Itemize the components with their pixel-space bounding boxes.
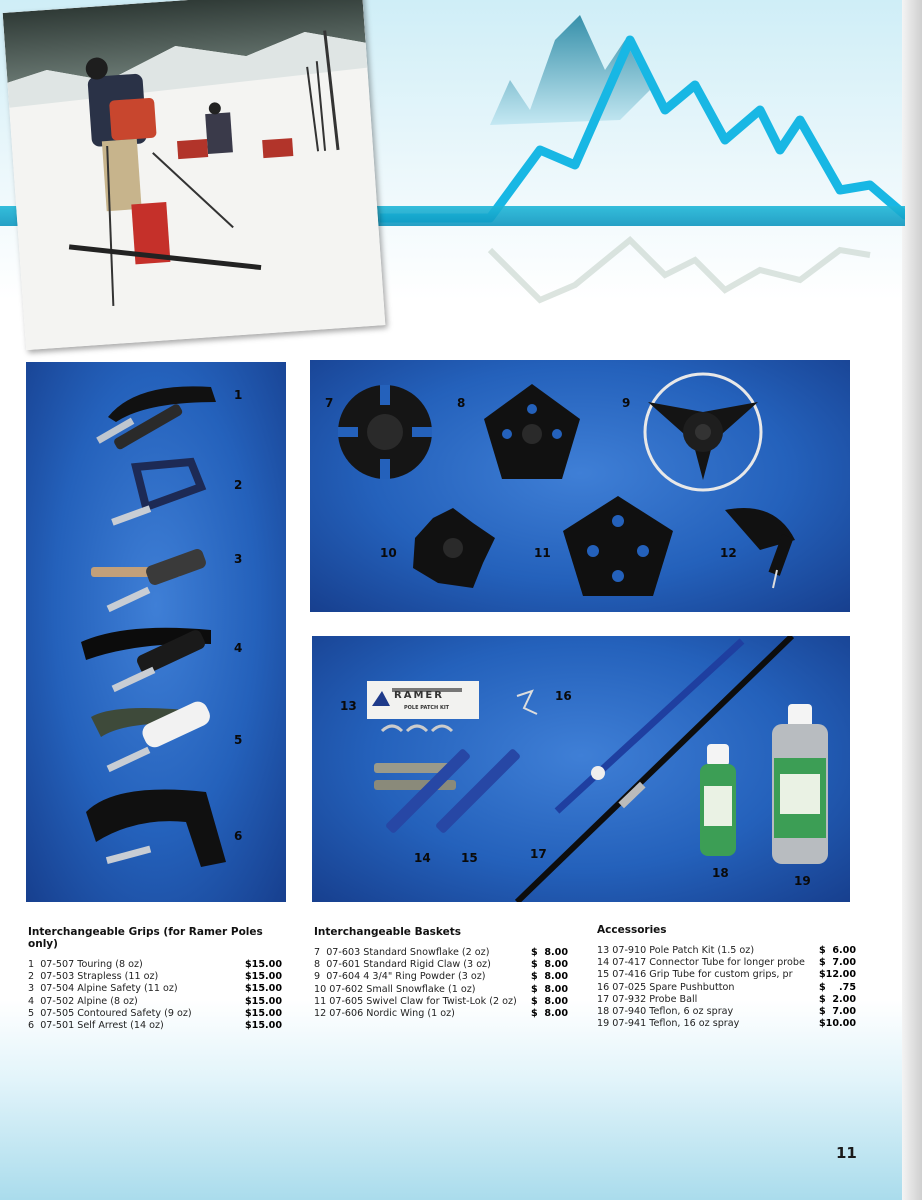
grip-alpine-image <box>81 628 211 692</box>
item-price: $15.00 <box>244 1019 282 1031</box>
item-number: 3 <box>234 552 243 566</box>
item-price: $15.00 <box>244 1007 282 1019</box>
item-number: 15 <box>461 851 478 865</box>
accessories-row <box>597 957 856 969</box>
skier-photo <box>3 0 386 350</box>
baskets-row <box>314 947 568 959</box>
item-description: 14 07-417 Connector Tube for longer probe <box>597 957 805 969</box>
item-number: 9 <box>622 396 631 410</box>
spare-pushbutton-image <box>517 691 537 714</box>
item-description: 18 07-940 Teflon, 6 oz spray <box>597 1005 734 1017</box>
item-description: 13 07-910 Pole Patch Kit (1.5 oz) <box>597 945 755 956</box>
item-description: 17 07-932 Probe Ball <box>597 993 698 1005</box>
accessories-price-list <box>597 924 856 1030</box>
basket-small-snowflake-image <box>413 508 495 588</box>
accessories-title: Accessories <box>597 924 667 936</box>
item-price: $15.00 <box>244 983 282 995</box>
accessories-row <box>597 1006 856 1018</box>
baskets-row <box>314 996 568 1008</box>
grips-illustration <box>26 362 286 902</box>
item-description: 16 07-025 Spare Pushbutton <box>597 981 735 993</box>
teflon-16oz-spray-image <box>772 704 828 864</box>
basket-standard-snowflake-image <box>338 385 432 479</box>
grips-row <box>28 1020 282 1032</box>
item-price: $12.00 <box>818 969 856 981</box>
item-number: 19 <box>794 874 811 888</box>
grips-row <box>28 996 282 1008</box>
item-number: 10 <box>380 546 397 560</box>
item-description: 15 07-416 Grip Tube for custom grips, pr <box>597 969 793 981</box>
baskets-price-list <box>314 926 568 1020</box>
item-description: 11 07-605 Swivel Claw for Twist-Lok (2 oz) <box>314 995 517 1007</box>
item-description: 10 07-602 Small Snowflake (1 oz) <box>314 983 476 995</box>
item-number: 6 <box>234 829 243 843</box>
item-number: 13 <box>340 699 357 713</box>
kit-label: POLE PATCH KIT <box>404 705 450 711</box>
item-price: $ 8.00 <box>530 983 568 995</box>
item-price: $ 7.00 <box>818 957 856 969</box>
item-number: 11 <box>534 546 551 560</box>
item-description: 7 07-603 Standard Snowflake (2 oz) <box>314 947 490 958</box>
accessories-row <box>597 982 856 994</box>
page-spine <box>902 0 922 1200</box>
baskets-row <box>314 1008 568 1020</box>
item-description: 19 07-941 Teflon, 16 oz spray <box>597 1018 740 1030</box>
accessories-panel <box>312 636 850 902</box>
item-number: 1 <box>234 388 243 402</box>
baskets-row <box>314 959 568 971</box>
item-number: 4 <box>234 641 243 655</box>
item-description: 4 07-502 Alpine (8 oz) <box>28 995 138 1007</box>
item-description: 3 07-504 Alpine Safety (11 oz) <box>28 983 178 995</box>
item-description: 5 07-505 Contoured Safety (9 oz) <box>28 1007 192 1019</box>
accessories-row <box>597 1018 856 1030</box>
item-price: $15.00 <box>244 971 282 983</box>
grips-row <box>28 983 282 995</box>
baskets-row <box>314 984 568 996</box>
item-price: $ .75 <box>818 981 856 993</box>
item-price: $ 8.00 <box>530 995 568 1007</box>
item-number: 12 <box>720 546 737 560</box>
page-number: 11 <box>836 1144 857 1162</box>
item-price: $10.00 <box>818 1018 856 1030</box>
item-price: $15.00 <box>244 995 282 1007</box>
accessories-illustration <box>312 636 850 902</box>
grip-alpine-safety-image <box>91 547 208 612</box>
item-number: 8 <box>457 396 466 410</box>
accessories-row <box>597 969 856 981</box>
item-number: 2 <box>234 478 243 492</box>
accessories-row <box>597 994 856 1006</box>
item-price: $ 7.00 <box>818 1005 856 1017</box>
connector-tube-image <box>385 748 471 834</box>
grips-panel <box>26 362 286 902</box>
item-description: 2 07-503 Strapless (11 oz) <box>28 971 159 983</box>
grips-row <box>28 1008 282 1020</box>
grips-row <box>28 959 282 971</box>
grip-self-arrest-image <box>86 790 226 868</box>
item-price: $ 8.00 <box>530 947 568 958</box>
item-price: $ 8.00 <box>530 971 568 983</box>
grip-strapless-image <box>111 462 201 526</box>
item-price: $ 8.00 <box>530 1007 568 1019</box>
item-description: 12 07-606 Nordic Wing (1 oz) <box>314 1007 455 1019</box>
grip-contoured-safety-image <box>91 698 213 772</box>
teflon-6oz-spray-image <box>700 744 736 856</box>
basket-rigid-claw-image <box>484 384 580 479</box>
grip-tube-image <box>435 748 521 834</box>
item-number: 5 <box>234 733 243 747</box>
probe-ball-image <box>591 766 605 780</box>
item-description: 6 07-501 Self Arrest (14 oz) <box>28 1019 164 1031</box>
item-number: 16 <box>555 689 572 703</box>
baskets-panel <box>310 360 850 612</box>
item-number: 7 <box>325 396 334 410</box>
item-number: 17 <box>530 847 547 861</box>
baskets-row <box>314 971 568 983</box>
item-number: 14 <box>414 851 431 865</box>
baskets-illustration <box>310 360 850 612</box>
grips-row <box>28 971 282 983</box>
probe-pole-black <box>517 636 792 902</box>
item-description: 9 07-604 4 3/4" Ring Powder (3 oz) <box>314 971 486 983</box>
item-price: $ 6.00 <box>818 945 856 956</box>
grip-touring-image <box>96 386 216 450</box>
baskets-title: Interchangeable Baskets <box>314 926 462 938</box>
item-price: $ 8.00 <box>530 959 568 971</box>
item-description: 8 07-601 Standard Rigid Claw (3 oz) <box>314 959 491 971</box>
grips-title: Interchangeable Grips (for Ramer Poles only) <box>28 926 263 950</box>
item-number: 18 <box>712 866 729 880</box>
brand-label: RAMER <box>394 690 444 701</box>
mountain-graphic <box>380 0 905 330</box>
basket-swivel-claw-image <box>563 496 673 596</box>
accessories-row <box>597 945 856 957</box>
item-price: $15.00 <box>244 959 282 970</box>
item-price: $ 2.00 <box>818 993 856 1005</box>
grips-price-list <box>28 926 282 1032</box>
basket-ring-powder-image <box>645 374 761 490</box>
item-description: 1 07-507 Touring (8 oz) <box>28 959 143 970</box>
